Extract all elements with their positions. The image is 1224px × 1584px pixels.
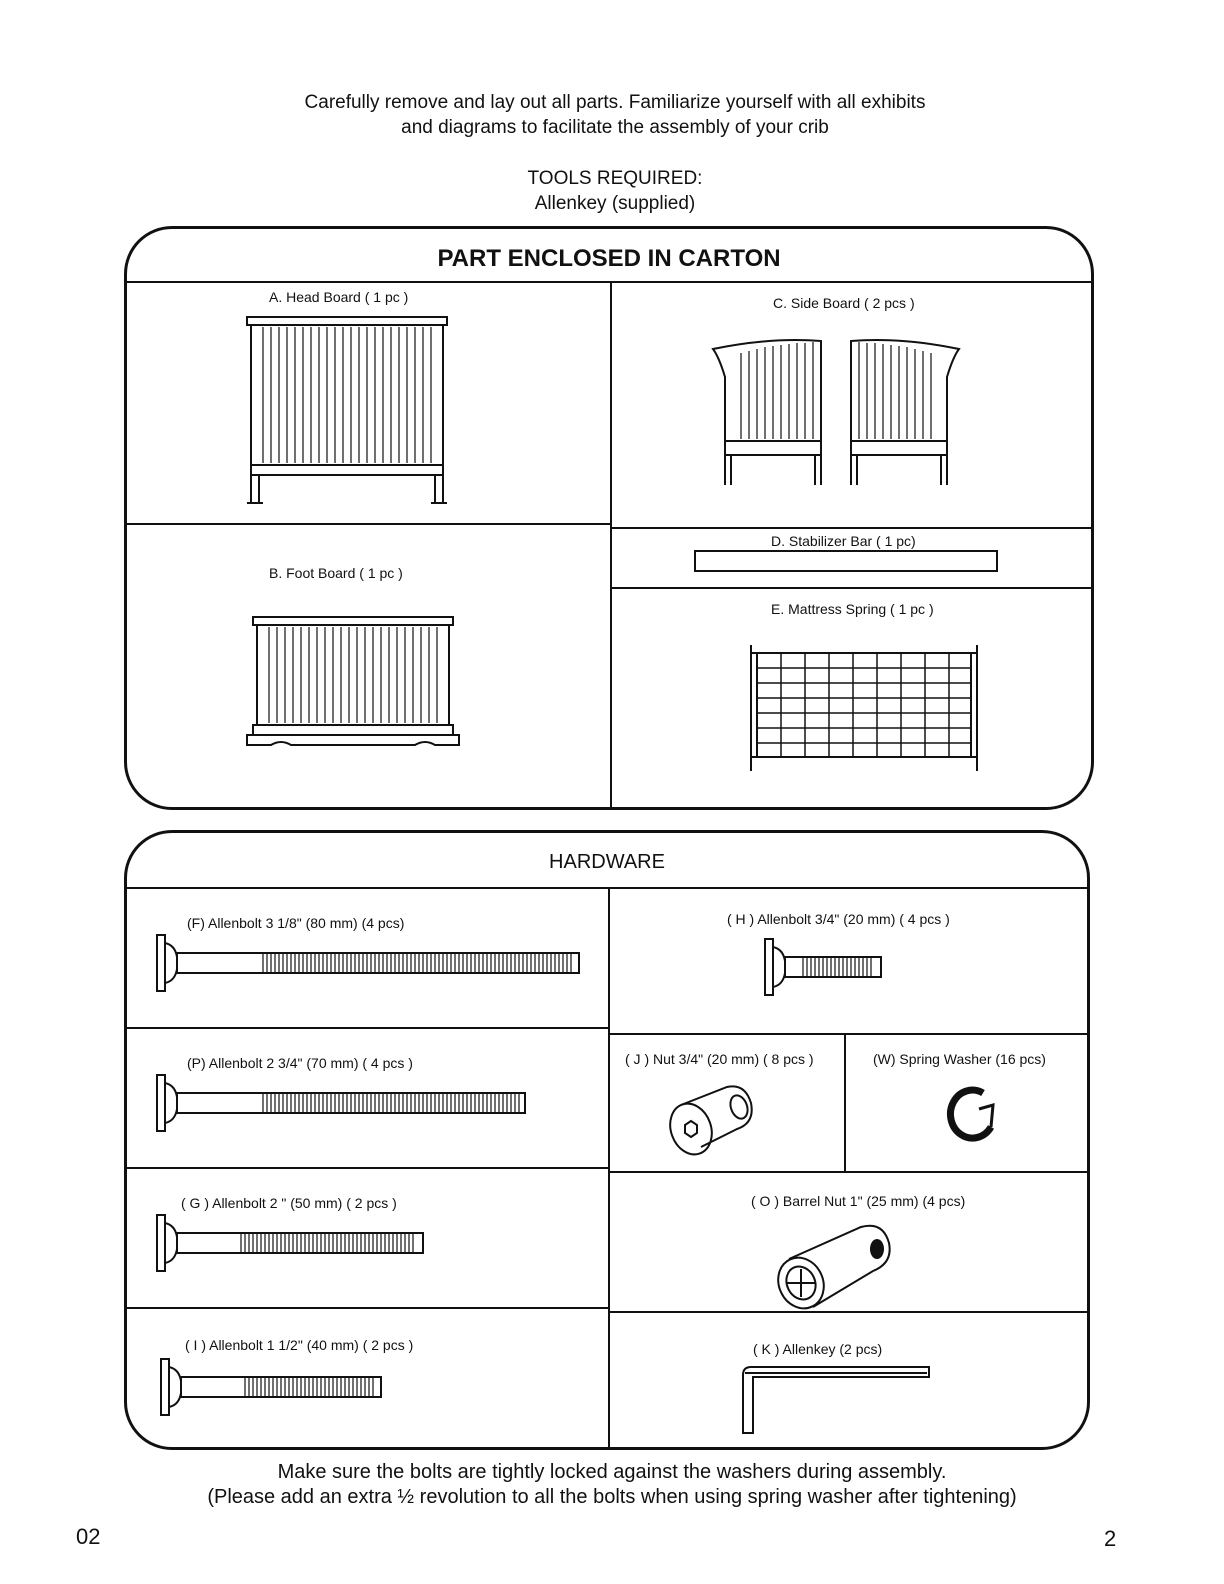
footer-line-2: (Please add an extra ½ revolution to all the bolts when using spring washer after tightening) xyxy=(207,1486,1017,1508)
page-number-right: 2 xyxy=(1104,1526,1117,1551)
allenbolt-g-label: ( G ) Allenbolt 2 " (50 mm) ( 2 pcs ) xyxy=(181,1195,397,1211)
stabilizer-bar-label: D. Stabilizer Bar ( 1 pc) xyxy=(771,533,916,549)
spring-washer-drawing xyxy=(943,1083,1003,1143)
parts-right-row-divider-2 xyxy=(612,587,1091,589)
spring-washer-label: (W) Spring Washer (16 pcs) xyxy=(873,1051,1046,1067)
foot-board-drawing xyxy=(245,615,465,755)
footer-line-1: Make sure the bolts are tightly locked against the washers during assembly. xyxy=(277,1461,947,1483)
mattress-spring-label: E. Mattress Spring ( 1 pc ) xyxy=(771,601,934,617)
parts-panel xyxy=(124,226,1094,810)
head-board-label: A. Head Board ( 1 pc ) xyxy=(269,289,409,305)
parts-left-row-divider xyxy=(127,523,612,525)
side-board-drawing xyxy=(711,337,971,487)
allenkey-label: ( K ) Allenkey (2 pcs) xyxy=(753,1341,883,1357)
allenbolt-h-drawing xyxy=(759,937,889,1001)
hardware-nut-washer-divider xyxy=(844,1033,846,1171)
allenbolt-i-drawing xyxy=(155,1357,395,1421)
nut-j-drawing xyxy=(667,1083,767,1163)
allenkey-drawing xyxy=(739,1363,939,1439)
hardware-left-row-divider-3 xyxy=(127,1307,610,1309)
hardware-right-row-divider-2 xyxy=(610,1171,1087,1173)
parts-right-row-divider-1 xyxy=(612,527,1091,529)
allenbolt-i-label: ( I ) Allenbolt 1 1/2" (40 mm) ( 2 pcs ) xyxy=(185,1337,414,1353)
intro-text xyxy=(180,90,1050,140)
barrel-nut-label: ( O ) Barrel Nut 1" (25 mm) (4 pcs) xyxy=(751,1193,966,1209)
mattress-spring-drawing xyxy=(747,641,987,775)
head-board-drawing xyxy=(243,315,453,505)
hardware-left-row-divider-2 xyxy=(127,1167,610,1169)
page-number-left: 02 xyxy=(76,1524,101,1549)
allenbolt-h-label: ( H ) Allenbolt 3/4" (20 mm) ( 4 pcs ) xyxy=(727,911,950,927)
allenbolt-f-label: (F) Allenbolt 3 1/8" (80 mm) (4 pcs) xyxy=(187,915,405,931)
allenbolt-f-drawing xyxy=(151,933,581,997)
foot-board-label: B. Foot Board ( 1 pc ) xyxy=(269,565,403,581)
allenbolt-p-label: (P) Allenbolt 2 3/4" (70 mm) ( 4 pcs ) xyxy=(187,1055,413,1071)
tools-required xyxy=(420,166,810,216)
footer-note xyxy=(100,1460,1124,1510)
parts-panel-title: PART ENCLOSED IN CARTON xyxy=(437,245,781,272)
tools-item: Allenkey (supplied) xyxy=(534,193,696,214)
allenbolt-g-drawing xyxy=(151,1213,431,1277)
stabilizer-bar-drawing xyxy=(693,549,1003,575)
intro-line-1: Carefully remove and lay out all parts. Familiarize yourself with all exhibits xyxy=(304,92,926,113)
barrel-nut-drawing xyxy=(773,1223,903,1313)
hardware-right-row-divider-1 xyxy=(610,1033,1087,1035)
hardware-panel xyxy=(124,830,1090,1450)
hardware-left-row-divider-1 xyxy=(127,1027,610,1029)
tools-heading: TOOLS REQUIRED: xyxy=(527,168,703,189)
side-board-label: C. Side Board ( 2 pcs ) xyxy=(773,295,915,311)
hardware-title-divider xyxy=(127,887,1087,889)
allenbolt-p-drawing xyxy=(151,1073,531,1137)
hardware-panel-title: HARDWARE xyxy=(549,851,665,873)
intro-line-2: and diagrams to facilitate the assembly of your crib xyxy=(401,117,829,138)
nut-j-label: ( J ) Nut 3/4" (20 mm) ( 8 pcs ) xyxy=(625,1051,814,1067)
parts-column-divider xyxy=(610,281,612,807)
parts-title-divider xyxy=(127,281,1091,283)
